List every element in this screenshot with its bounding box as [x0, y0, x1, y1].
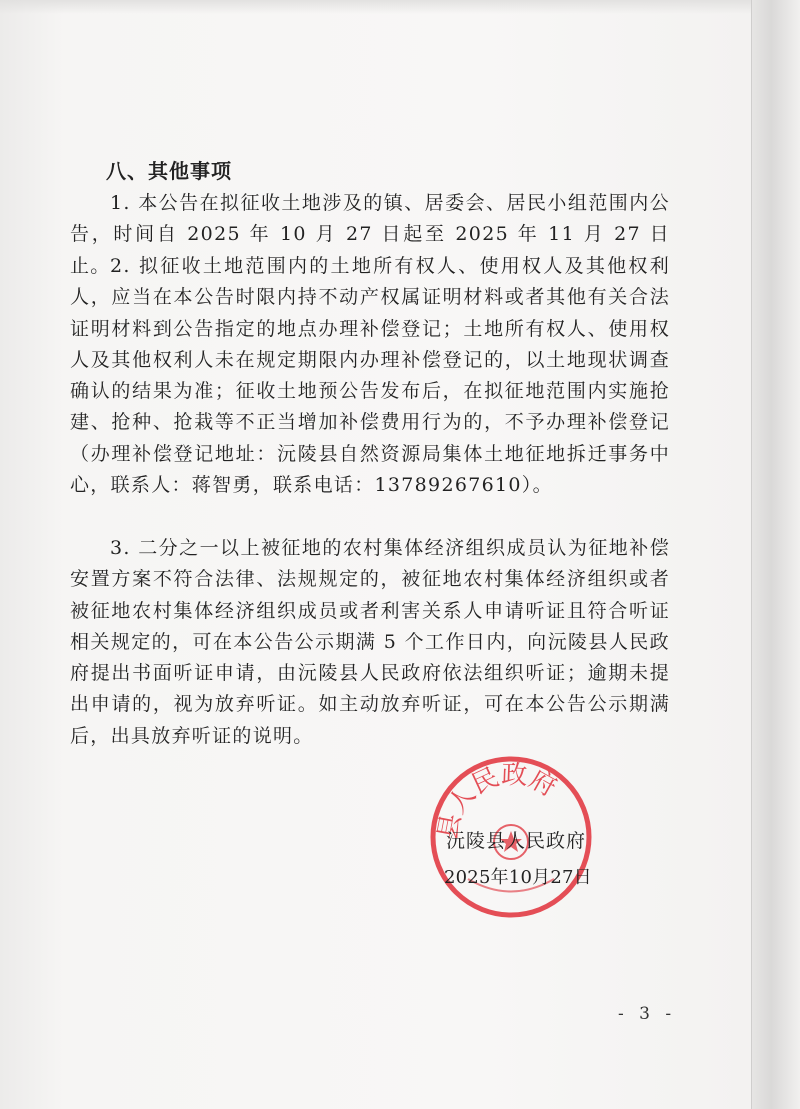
page-edge: [751, 0, 800, 1109]
top-shadow: [0, 0, 800, 14]
signature-organization: 沅陵县人民政府: [446, 830, 587, 852]
paragraph-1: 1. 本公告在拟征收土地涉及的镇、居委会、居民小组范围内公告，时间自 2025 年 10 月 27 日起至 2025 年 11 月 27 日止。: [70, 192, 670, 277]
paragraph-3: 3. 二分之一以上被征地的农村集体经济组织成员认为征地补偿安置方案不符合法律、法规规定的，被征地农村集体经济组织或者被征地农村集体经济组织成员或者利害关系人申请听证且符合听证相关规定的，可在本公告公示期满 5 个工作日内，向沅陵县人民政府提出书面听证申请，由沅陵县人民政府依法组织听证；逾期未提出申请的，视为放弃听证。如主动放弃听证，可在本公告公示期满后，出具放弃听证的说明。: [70, 537, 670, 747]
paragraph-2: 2. 拟征收土地范围内的土地所有权人、使用权人及其他权利人，应当在本公告时限内持不动产权属证明材料或者其他有关合法证明材料到公告指定的地点办理补偿登记；土地所有权人、使用权人及其他权利人未在规定期限内办理补偿登记的，以土地现状调查确认的结果为准；征收土地预公告发布后，在拟征地范围内实施抢建、抢种、抢栽等不正当增加补偿费用行为的，不予办理补偿登记（办理补偿登记地址：沅陵县自然资源局集体土地征地拆迁事务中心，联系人：蒋智勇，联系电话：13789267610）。: [70, 255, 670, 497]
page-number: - 3 -: [618, 1004, 677, 1024]
seal-text: 县人民政府: [432, 760, 562, 843]
signature-date: 2025年10月27日: [444, 867, 592, 888]
section-heading: 八、其他事项: [106, 159, 232, 183]
